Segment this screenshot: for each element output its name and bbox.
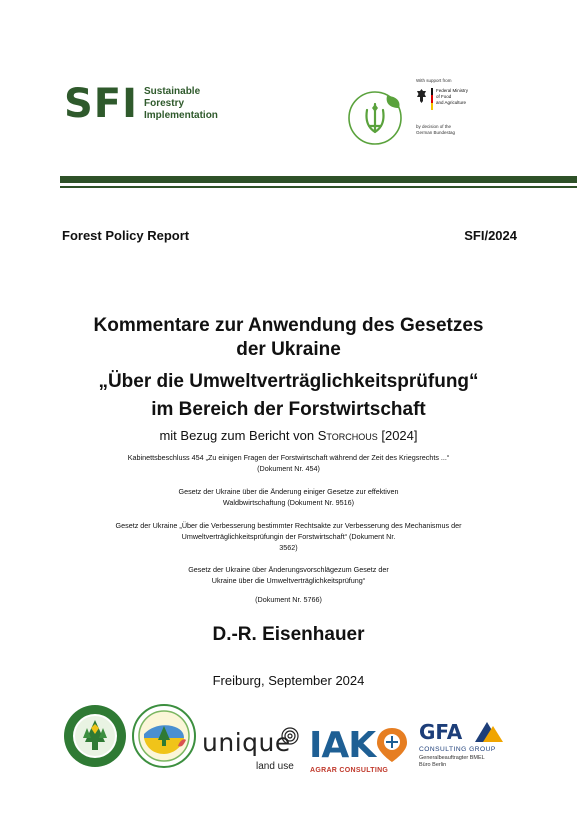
decision-line1: by decision of the [416,124,452,129]
sfi-logo-tagline [144,86,218,122]
ministry-name [436,88,468,106]
unique-land-use-logo [202,730,306,772]
ministry-logo [416,88,516,110]
reference-line: Kabinettsbeschluss 454 „Zu einigen Fragen der Forstwirtschaft während der Zeit des Kriegsrechts ...“ [127,453,450,462]
sponsor-support-text: With support from [416,78,452,83]
sfi-logo [64,81,218,127]
header-rule-thick [60,176,577,183]
title-line-3: „Über die Umweltverträglichkeitsprüfung“ [98,371,479,392]
german-flag-icon [431,88,433,110]
header-rule-thin [60,186,577,188]
gfa-logo [419,722,509,776]
triangle-mark-icon [471,720,503,744]
title-line-4: im Bereich der Forstwirtschaft [151,399,426,420]
reference-line: Gesetz der Ukraine über Änderungsvorschlägezum Gesetz der [188,565,389,574]
reference-line: Umweltverträglichkeitsprüfungin der Forstwirtschaft“ (Dokument Nr. [181,532,396,541]
map-pin-icon [375,726,409,764]
reference-4 [0,564,577,586]
ministry-seal-icon [132,704,196,768]
sfi-logo-line2: Forestry [144,98,185,109]
sfi-logo-line1: Sustainable [144,86,201,97]
place-date: Freiburg, September 2024 [212,673,365,688]
subtitle-author-ref: Storchous [317,428,378,443]
report-type: Forest Policy Report [62,228,190,243]
iak-logo [309,725,411,776]
reference-3 [0,520,577,553]
ministry-line3: and Agriculture [436,100,467,105]
federal-eagle-icon [416,88,427,104]
subtitle [0,428,577,443]
bundestag-decision [416,124,516,136]
subtitle-year: [2024] [381,428,418,443]
reference-2 [0,486,577,508]
reference-line: (Dokument Nr. 454) [257,464,320,473]
title-line-1: Kommentare zur Anwendung des Gesetzes [93,315,484,336]
gfa-logo-line2: Büro Berlin [419,762,447,768]
decision-line2: German Bundestag [416,130,456,135]
reference-line: 3562) [279,543,298,552]
gfa-logo-subtitle: CONSULTING GROUP [419,746,496,753]
sponsor-block [416,78,516,136]
forest-agency-seal-icon [63,704,127,768]
title-line-2: der Ukraine [236,339,341,360]
iak-logo-subtitle: AGRAR CONSULTING [310,767,389,774]
unique-logo-wordmark: unique [202,728,291,757]
reference-line: Gesetz der Ukraine über die Änderung einiger Gesetze zur effektiven [178,487,399,496]
report-code: SFI/2024 [464,228,517,243]
subtitle-prefix: mit Bezug zum Bericht von [159,428,315,443]
sfi-logo-line3: Implementation [144,110,218,121]
reference-line: Gesetz der Ukraine „Über die Verbesserung bestimmter Rechtsakte zur Verbesserung des Mechanismus der [115,521,462,530]
reference-line: (Dokument Nr. 5766) [255,595,322,604]
gfa-logo-line1: Generalbeauftragter BMEL [419,755,485,761]
reference-1 [0,452,577,474]
reference-5 [0,594,577,605]
trident-leaf-icon [347,90,403,146]
fingerprint-icon [280,726,300,746]
sfi-logo-acronym: SFI [64,81,139,127]
ministry-line1: Federal Ministry [436,88,469,93]
reference-line: Ukraine über die Umweltverträglichkeitsprüfung“ [211,576,366,585]
author: D.-R. Eisenhauer [212,624,365,645]
unique-logo-subtitle: land use [256,761,294,772]
reference-line: Waldbwirtschaftung (Dokument Nr. 9516) [222,498,355,507]
ministry-line2: of Food [436,94,452,99]
iak-logo-wordmark: IAK [309,725,376,766]
gfa-logo-wordmark: GFA [419,720,463,744]
